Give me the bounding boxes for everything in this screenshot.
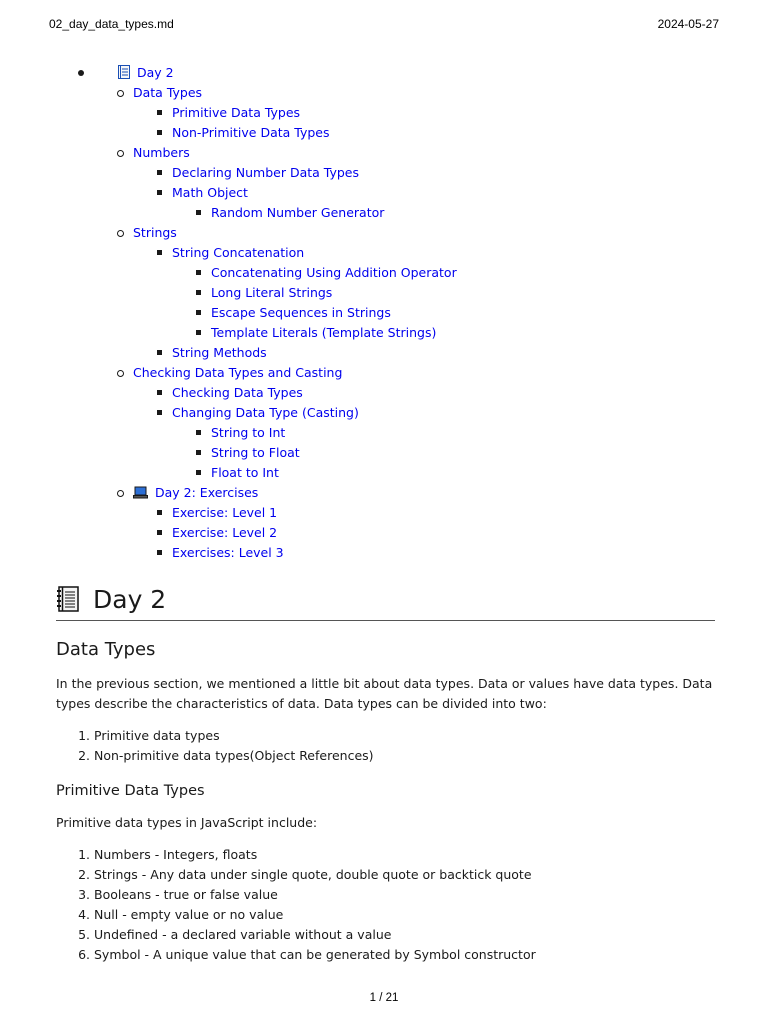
toc-link-declaring[interactable]: Declaring Number Data Types: [172, 165, 359, 180]
toc-item: [0, 463, 768, 483]
toc-item: [0, 103, 768, 123]
toc-item: [0, 383, 768, 403]
toc-link-day2[interactable]: Day 2: [137, 65, 174, 80]
toc-link-checking[interactable]: Checking Data Types: [172, 385, 303, 400]
table-of-contents: [0, 63, 768, 563]
bullet: [157, 110, 162, 115]
list-item: 1. Primitive data types: [94, 726, 715, 746]
toc-link-float-int[interactable]: Float to Int: [211, 465, 279, 480]
toc-link-ex1[interactable]: Exercise: Level 1: [172, 505, 278, 520]
bullet: [196, 450, 201, 455]
toc-item: [0, 363, 768, 383]
bullet: [157, 530, 162, 535]
list-item: 2. Strings - Any data under single quote, double quote or backtick quote: [94, 865, 715, 885]
bullet: [196, 210, 201, 215]
toc-item: [0, 223, 768, 243]
toc-item: [0, 403, 768, 423]
toc-item: [0, 323, 768, 343]
bullet: [196, 270, 201, 275]
bullet: [196, 470, 201, 475]
bullet: [196, 310, 201, 315]
toc-item: [0, 343, 768, 363]
list-item: 1. Numbers - Integers, floats: [94, 845, 715, 865]
toc-link-long-literal[interactable]: Long Literal Strings: [211, 285, 333, 300]
toc-item: [0, 263, 768, 283]
bullet: [157, 170, 162, 175]
list-item: 2. Non-primitive data types(Object References): [94, 746, 715, 766]
toc-item: [0, 183, 768, 203]
toc-link-methods[interactable]: String Methods: [172, 345, 267, 360]
toc-link-strings[interactable]: Strings: [133, 225, 177, 240]
section-heading: Data Types: [56, 639, 156, 660]
toc-item: [0, 283, 768, 303]
bullet: [157, 390, 162, 395]
laptop-icon: [133, 485, 148, 505]
bullet: [117, 370, 124, 377]
bullet: [157, 130, 162, 135]
toc-link-ex2[interactable]: Exercise: Level 2: [172, 525, 278, 540]
page-number: 1 / 21: [369, 992, 399, 1004]
toc-link-checking-casting[interactable]: Checking Data Types and Casting: [133, 365, 343, 380]
toc-link-data-types[interactable]: Data Types: [133, 85, 203, 100]
toc-link-random[interactable]: Random Number Generator: [211, 205, 385, 220]
toc-link-ex3[interactable]: Exercises: Level 3: [172, 545, 284, 560]
bullet: [196, 430, 201, 435]
bullet: [117, 150, 124, 157]
bullet: [157, 250, 162, 255]
list-item: 5. Undefined - a declared variable without a value: [94, 925, 715, 945]
bullet: [157, 350, 162, 355]
toc-item: [0, 503, 768, 523]
toc-item: [0, 543, 768, 563]
list-item: 4. Null - empty value or no value: [94, 905, 715, 925]
bullet: [78, 70, 84, 76]
toc-link-non-primitive[interactable]: Non-Primitive Data Types: [172, 125, 330, 140]
toc-item: [0, 123, 768, 143]
document-body: [56, 584, 715, 965]
toc-link-concat-add[interactable]: Concatenating Using Addition Operator: [211, 265, 457, 280]
toc-link-str-float[interactable]: String to Float: [211, 445, 300, 460]
bullet: [117, 230, 124, 237]
toc-link-template[interactable]: Template Literals (Template Strings): [211, 325, 437, 340]
toc-link-math[interactable]: Math Object: [172, 185, 248, 200]
bullet: [157, 410, 162, 415]
bullet: [196, 290, 201, 295]
print-header: [49, 17, 719, 31]
list-item: 6. Symbol - A unique value that can be generated by Symbol constructor: [94, 945, 715, 965]
toc-link-numbers[interactable]: Numbers: [133, 145, 190, 160]
toc-item: [0, 63, 768, 83]
primitive-intro-paragraph: Primitive data types in JavaScript include:: [56, 815, 318, 830]
toc-item: [0, 83, 768, 103]
bullet: [157, 510, 162, 515]
notebook-icon: [117, 65, 130, 85]
toc-item: [0, 163, 768, 183]
bullet: [157, 550, 162, 555]
toc-item: [0, 423, 768, 443]
toc-item: [0, 143, 768, 163]
toc-item: [0, 523, 768, 543]
page-title: [56, 584, 715, 621]
bullet: [117, 90, 124, 97]
toc-link-escape[interactable]: Escape Sequences in Strings: [211, 305, 391, 320]
bullet: [196, 330, 201, 335]
print-date: 2024-05-27: [657, 17, 719, 31]
toc-link-exercises[interactable]: Day 2: Exercises: [155, 485, 259, 500]
subsection-heading: Primitive Data Types: [56, 783, 205, 799]
bullet: [117, 490, 124, 497]
toc-item: [0, 443, 768, 463]
bullet: [157, 190, 162, 195]
toc-item: [0, 483, 768, 503]
toc-item: [0, 303, 768, 323]
toc-item: [0, 243, 768, 263]
toc-link-str-int[interactable]: String to Int: [211, 425, 286, 440]
toc-item: [0, 203, 768, 223]
page-title-text: Day 2: [93, 585, 167, 614]
data-type-categories-list: [56, 726, 715, 766]
toc-link-primitive[interactable]: Primitive Data Types: [172, 105, 301, 120]
toc-link-changing[interactable]: Changing Data Type (Casting): [172, 405, 359, 420]
toc-link-concat[interactable]: String Concatenation: [172, 245, 305, 260]
list-item: 3. Booleans - true or false value: [94, 885, 715, 905]
intro-paragraph: In the previous section, we mentioned a little bit about data types. Data or values have data types. Data types describe the characteristics of data. Data types can be divided into two:: [56, 676, 713, 711]
notebook-icon: [56, 586, 80, 620]
file-name: 02_day_data_types.md: [49, 17, 174, 31]
primitive-types-list: [56, 845, 715, 965]
